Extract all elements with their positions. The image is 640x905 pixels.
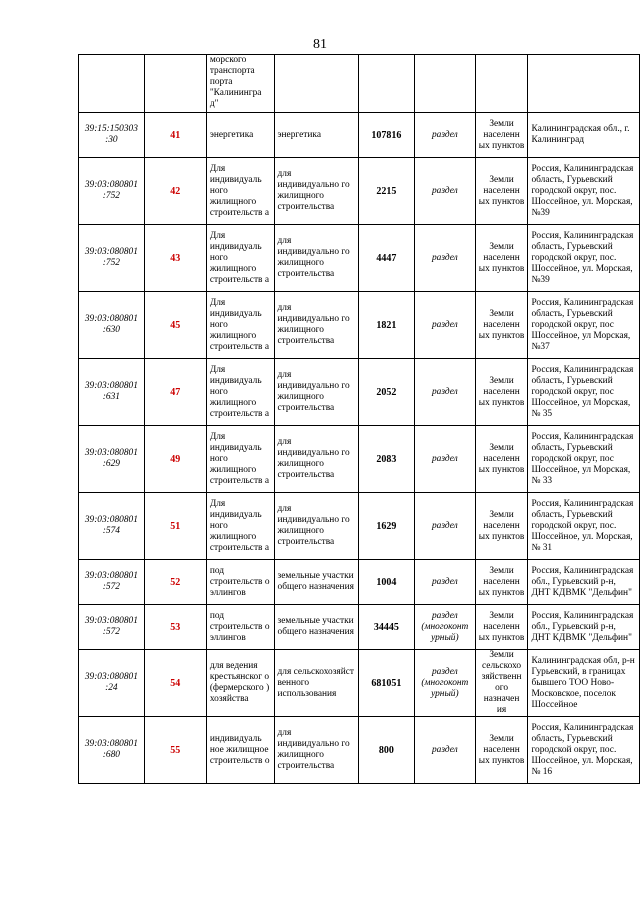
use-type: для индивидуально го жилищного строительства bbox=[274, 292, 358, 359]
cadastral-number: 39:03:080801 :630 bbox=[79, 292, 145, 359]
permitted-use: энергетика bbox=[206, 113, 274, 158]
use-type: для сельскохозяйст венного использования bbox=[274, 650, 358, 717]
permitted-use: под строительств о эллингов bbox=[206, 605, 274, 650]
use-type: земельные участки общего назначения bbox=[274, 605, 358, 650]
cadastral-number: 39:03:080801 :752 bbox=[79, 158, 145, 225]
land-category: Земли населенн ых пунктов bbox=[475, 225, 528, 292]
land-category: Земли населенн ых пунктов bbox=[475, 292, 528, 359]
use-type bbox=[274, 55, 358, 113]
use-type: для индивидуально го жилищного строительства bbox=[274, 225, 358, 292]
use-type: для индивидуально го жилищного строительства bbox=[274, 493, 358, 560]
cadastral-number: 39:03:080801 :631 bbox=[79, 359, 145, 426]
plot-number: 53 bbox=[144, 605, 206, 650]
plot-number: 55 bbox=[144, 717, 206, 784]
land-category: Земли населенн ых пунктов bbox=[475, 560, 528, 605]
cadastral-number: 39:03:080801 :629 bbox=[79, 426, 145, 493]
table-row bbox=[79, 55, 640, 113]
permitted-use: Для индивидуаль ного жилищного строительств а bbox=[206, 493, 274, 560]
document-type: раздел bbox=[415, 359, 476, 426]
plot-area: 4447 bbox=[358, 225, 414, 292]
land-category: Земли населенн ых пунктов bbox=[475, 158, 528, 225]
cadastral-number: 39:03:080801 :680 bbox=[79, 717, 145, 784]
land-category: Земли населенн ых пунктов bbox=[475, 113, 528, 158]
land-plots-table bbox=[78, 54, 640, 784]
table-row bbox=[79, 560, 640, 605]
plot-number: 54 bbox=[144, 650, 206, 717]
plot-number bbox=[144, 55, 206, 113]
address: Россия, Калининградская область, Гурьевский городской округ, пос Шоссейное, ул Морская, № 33 bbox=[528, 426, 640, 493]
page-number: 81 bbox=[313, 37, 327, 52]
land-category: Земли населенн ых пунктов bbox=[475, 493, 528, 560]
address: Россия, Калининградская область, Гурьевский городской округ, пос Шоссейное, ул Морская, № 35 bbox=[528, 359, 640, 426]
address: Россия, Калининградская обл., Гурьевский р-н, ДНТ КДВМК "Дельфин" bbox=[528, 560, 640, 605]
use-type: для индивидуально го жилищного строительства bbox=[274, 426, 358, 493]
table-row bbox=[79, 493, 640, 560]
permitted-use: под строительств о эллингов bbox=[206, 560, 274, 605]
cadastral-number: 39:03:080801 :574 bbox=[79, 493, 145, 560]
land-category: Земли населенн ых пунктов bbox=[475, 359, 528, 426]
land-category: Земли населенн ых пунктов bbox=[475, 605, 528, 650]
cadastral-number: 39:03:080801 :572 bbox=[79, 560, 145, 605]
address: Россия, Калининградская область, Гурьевский городской округ, пос Шоссейное, ул Морская, №37 bbox=[528, 292, 640, 359]
address: Россия, Калининградская обл., Гурьевский р-н, ДНТ КДВМК "Дельфин" bbox=[528, 605, 640, 650]
permitted-use: Для индивидуаль ного жилищного строительств а bbox=[206, 426, 274, 493]
plot-number: 43 bbox=[144, 225, 206, 292]
document-type: раздел bbox=[415, 113, 476, 158]
table-row bbox=[79, 158, 640, 225]
address: Россия, Калининградская область, Гурьевский городской округ, пос. Шоссейное, ул. Морская, №39 bbox=[528, 225, 640, 292]
plot-area: 1004 bbox=[358, 560, 414, 605]
address: Россия, Калининградская область, Гурьевский городской округ, пос. Шоссейное, ул. Морская, №39 bbox=[528, 158, 640, 225]
plot-area: 1821 bbox=[358, 292, 414, 359]
use-type: земельные участки общего назначения bbox=[274, 560, 358, 605]
document-type: раздел bbox=[415, 292, 476, 359]
plot-number: 47 bbox=[144, 359, 206, 426]
land-category: Земли населенн ых пунктов bbox=[475, 717, 528, 784]
table-row bbox=[79, 426, 640, 493]
cadastral-number: 39:03:080801 :24 bbox=[79, 650, 145, 717]
plot-number: 51 bbox=[144, 493, 206, 560]
document-type: раздел bbox=[415, 493, 476, 560]
permitted-use: Для индивидуаль ного жилищного строительств а bbox=[206, 158, 274, 225]
use-type: для индивидуально го жилищного строительства bbox=[274, 359, 358, 426]
table-row bbox=[79, 292, 640, 359]
address bbox=[528, 55, 640, 113]
land-category: Земли сельскохо зяйственн ого назначен ия bbox=[475, 650, 528, 717]
plot-area: 2083 bbox=[358, 426, 414, 493]
table-row bbox=[79, 113, 640, 158]
use-type: для индивидуально го жилищного строительства bbox=[274, 717, 358, 784]
address: Калининградская обл, р-н Гурьевский, в границах бывшего ТОО Ново-Московское, поселок Шоссейное bbox=[528, 650, 640, 717]
permitted-use: Для индивидуаль ного жилищного строительств а bbox=[206, 292, 274, 359]
land-category bbox=[475, 55, 528, 113]
table-row bbox=[79, 359, 640, 426]
plot-area: 34445 bbox=[358, 605, 414, 650]
plot-area: 1629 bbox=[358, 493, 414, 560]
use-type: энергетика bbox=[274, 113, 358, 158]
cadastral-number bbox=[79, 55, 145, 113]
permitted-use: Для индивидуаль ного жилищного строительств а bbox=[206, 225, 274, 292]
cadastral-number: 39:03:080801 :752 bbox=[79, 225, 145, 292]
permitted-use: для ведения крестьянског о (фермерского ) хозяйства bbox=[206, 650, 274, 717]
plot-area: 2215 bbox=[358, 158, 414, 225]
document-type bbox=[415, 55, 476, 113]
plot-number: 49 bbox=[144, 426, 206, 493]
plot-number: 45 bbox=[144, 292, 206, 359]
document-type: раздел (многоконт урный) bbox=[415, 605, 476, 650]
use-type: для индивидуально го жилищного строительства bbox=[274, 158, 358, 225]
permitted-use: Для индивидуаль ного жилищного строительств а bbox=[206, 359, 274, 426]
land-category: Земли населенн ых пунктов bbox=[475, 426, 528, 493]
document-type: раздел (многоконт урный) bbox=[415, 650, 476, 717]
address: Россия, Калининградская область, Гурьевский городской округ, пос. Шоссейное, ул. Морская, № 16 bbox=[528, 717, 640, 784]
plot-number: 42 bbox=[144, 158, 206, 225]
table-row bbox=[79, 650, 640, 717]
document-type: раздел bbox=[415, 717, 476, 784]
cadastral-number: 39:15:150303 :30 bbox=[79, 113, 145, 158]
table-row bbox=[79, 605, 640, 650]
cadastral-number: 39:03:080801 :572 bbox=[79, 605, 145, 650]
document-type: раздел bbox=[415, 225, 476, 292]
plot-area: 2052 bbox=[358, 359, 414, 426]
address: Россия, Калининградская область, Гурьевский городской округ, пос. Шоссейное, ул. Морская, № 31 bbox=[528, 493, 640, 560]
plot-number: 41 bbox=[144, 113, 206, 158]
document-type: раздел bbox=[415, 426, 476, 493]
table-row bbox=[79, 225, 640, 292]
permitted-use: индивидуаль ное жилищное строительств о bbox=[206, 717, 274, 784]
address: Калининградская обл., г. Калининград bbox=[528, 113, 640, 158]
plot-area: 800 bbox=[358, 717, 414, 784]
permitted-use: морского транспорта порта "Калинингра д" bbox=[206, 55, 274, 113]
document-type: раздел bbox=[415, 158, 476, 225]
plot-area bbox=[358, 55, 414, 113]
table-row bbox=[79, 717, 640, 784]
plot-area: 107816 bbox=[358, 113, 414, 158]
plot-number: 52 bbox=[144, 560, 206, 605]
document-type: раздел bbox=[415, 560, 476, 605]
plot-area: 681051 bbox=[358, 650, 414, 717]
